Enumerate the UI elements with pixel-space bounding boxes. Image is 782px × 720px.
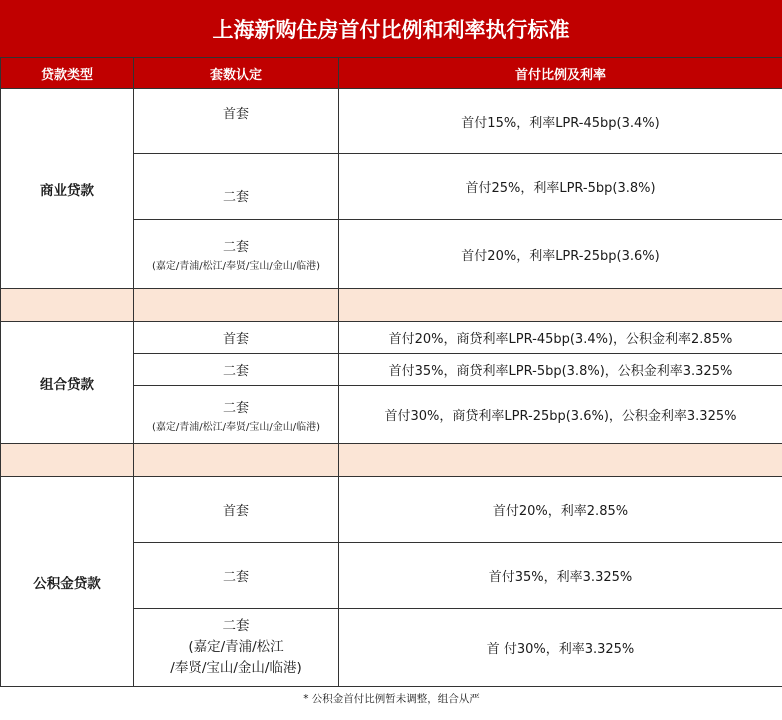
set-label: 二套 [222, 400, 249, 416]
set-cell [134, 609, 339, 687]
rate-cell: 首付35%，利率3.325% [339, 543, 782, 609]
set-cell: 二套 [134, 354, 339, 386]
loan-type-commercial: 商业贷款 [1, 89, 134, 289]
set-cell: 首套 [134, 89, 339, 154]
rate-cell: 首付15%，利率LPR-45bp(3.4%) [339, 89, 782, 154]
separator-row [1, 289, 782, 322]
rate-cell: 首付20%，利率2.85% [339, 477, 782, 543]
footnote: * 公积金首付比例暂未调整，组合从严 [1, 687, 782, 710]
rate-table [0, 57, 782, 709]
district-note: (嘉定/青浦/松江/奉贤/宝山/金山/临港) [151, 261, 321, 272]
set-label: 二套 [222, 618, 250, 634]
header-loan-type: 贷款类型 [1, 58, 134, 89]
rate-cell: 首付20%，商贷利率LPR-45bp(3.4%)，公积金利率2.85% [339, 322, 782, 354]
rate-cell: 首付35%，商贷利率LPR-5bp(3.8%)，公积金利率3.325% [339, 354, 782, 386]
table-row [1, 89, 782, 154]
page-title: 上海新购住房首付比例和利率执行标准 [0, 0, 782, 58]
rate-cell: 首付20%，利率LPR-25bp(3.6%) [339, 220, 782, 289]
set-label: 二套 [222, 240, 249, 255]
district-note: (嘉定/青浦/松江/奉贤/宝山/金山/临港) [151, 421, 321, 433]
rate-cell: 首 付30%，利率3.325% [339, 609, 782, 687]
separator-row [1, 444, 782, 477]
set-cell: 首套 [134, 477, 339, 543]
set-cell: 二套 [134, 154, 339, 220]
loan-type-combo: 组合贷款 [1, 322, 134, 444]
header-down-payment-rate: 首付比例及利率 [339, 58, 782, 89]
district-note-line2: /奉贤/宝山/金山/临港) [170, 660, 302, 676]
loan-type-fund: 公积金贷款 [1, 477, 134, 687]
set-cell: 首套 [134, 322, 339, 354]
table-row [1, 322, 782, 354]
district-note-line1: (嘉定/青浦/松江 [188, 639, 284, 655]
header-row [1, 58, 782, 89]
header-set-count: 套数认定 [134, 58, 339, 89]
rate-cell: 首付25%，利率LPR-5bp(3.8%) [339, 154, 782, 220]
set-cell: 二套 [134, 543, 339, 609]
footnote-row [1, 687, 782, 710]
set-cell [134, 386, 339, 444]
rate-cell: 首付30%，商贷利率LPR-25bp(3.6%)，公积金利率3.325% [339, 386, 782, 444]
set-cell [134, 220, 339, 289]
table-row [1, 477, 782, 543]
